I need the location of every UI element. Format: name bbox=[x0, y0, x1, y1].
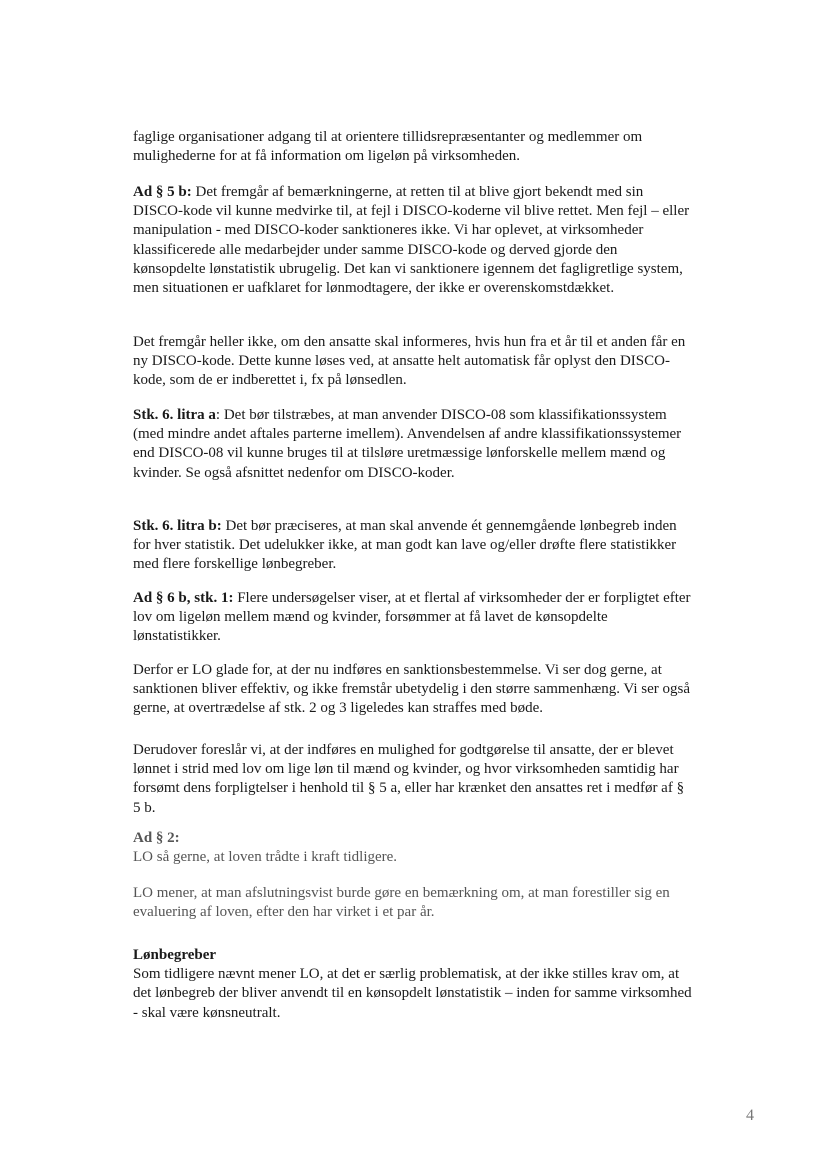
paragraph-ad-2: Ad § 2: LO så gerne, at loven trådte i kraft tidligere. bbox=[133, 829, 693, 867]
paragraph-stk6-litra-b: Stk. 6. litra b: Det bør præciseres, at man skal anvende ét gennemgående lønbegreb inden for hver statistik. Det udelukker ikke, at man godt kan lave og/eller drøfte flere statistikker med flere forskellige lønbegreber. bbox=[133, 518, 677, 573]
section-lead: Stk. 6. litra b: bbox=[133, 518, 222, 534]
paragraph-ad-6b-stk1: Ad § 6 b, stk. 1: Flere undersøgelser viser, at et flertal af virksomheder der er forpligtet efter lov om ligeløn mellem mænd og kvinder, forsømmer at få lavet de kønsopdelte lønstatistikker. bbox=[133, 590, 691, 645]
paragraph-intro-continuation: faglige organisationer adgang til at orientere tillidsrepræsentanter og medlemmer om mulighederne for at få information om ligeløn på virksomheden. bbox=[133, 129, 643, 165]
section-heading: Ad § 2: bbox=[133, 830, 180, 846]
paragraph-disco-information: Det fremgår heller ikke, om den ansatte skal informeres, hvis hun fra et år til et anden får en ny DISCO-kode. Dette kunne løses ved, at ansatte helt automatisk får oplyst den DISCO-kode, som de er indberettet i, fx på lønsedlen. bbox=[133, 334, 686, 389]
paragraph-stk6-litra-a: Stk. 6. litra a: Det bør tilstræbes, at man anvender DISCO-08 som klassifikationssystem (med mindre andet aftales parterne imellem). Anvendelsen af andre klassifikationssystemer end DISCO-08 vil kunne bruges til at tilsløre uretmæssige lønforskelle mellem mænd og kvinder. Se også afsnittet nedenfor om DISCO-koder. bbox=[133, 407, 682, 481]
section-heading: Lønbegreber bbox=[133, 947, 217, 963]
paragraph-evaluering: LO mener, at man afslutningsvist burde gøre en bemærkning om, at man forestiller sig en evaluering af loven, efter den har virket i et par år. bbox=[133, 885, 670, 921]
section-lead: Ad § 6 b, stk. 1: bbox=[133, 590, 234, 606]
paragraph-ad-5b: Ad § 5 b: Det fremgår af bemærkningerne, at retten til at blive gjort bekendt med sin DISCO-kode vil kunne medvirke til, at fejl i DISCO-koderne vil blive rettet. Men fejl – eller manipulation - med DISCO-koder sanktioneres ikke. Vi har oplevet, at virksomheder klassificerede alle medarbejder under samme DISCO-kode og derved gjorde den kønsopdelte lønstatistik ubrugelig. Det kan vi sanktionere igennem det fagligretlige system, men situationen er uafklaret for lønmodtagere, der ikke er overenskomstdækket. bbox=[133, 184, 690, 297]
paragraph-sanktion: Derfor er LO glade for, at der nu indføres en sanktionsbestemmelse. Vi ser dog gerne, at sanktionen bliver effektiv, og ikke fremstår ubetydelig i den større sammenhæng. Vi ser også gerne, at overtrædelse af stk. 2 og 3 ligeledes kan straffes med bøde. bbox=[133, 662, 691, 717]
page-number: 4 bbox=[746, 1107, 754, 1124]
paragraph-lonbegreber: Lønbegreber Som tidligere nævnt mener LO, at det er særlig problematisk, at der ikke stilles krav om, at det lønbegreb der bliver anvendt til en kønsopdelt lønstatistik – inden for samme virksomhed - skal være kønsneutralt. bbox=[133, 947, 692, 1021]
section-lead: Stk. 6. litra a bbox=[133, 407, 216, 423]
paragraph-godtgorelse: Derudover foreslår vi, at der indføres en mulighed for godtgørelse til ansatte, der er blevet lønnet i strid med lov om lige løn til mænd og kvinder, og hvor virksomheden samtidig har forsømt dens forpligtelser i henhold til § 5 a, eller har krænket den ansattes ret i medfør af § 5 b. bbox=[133, 742, 685, 816]
section-lead: Ad § 5 b: bbox=[133, 184, 192, 200]
